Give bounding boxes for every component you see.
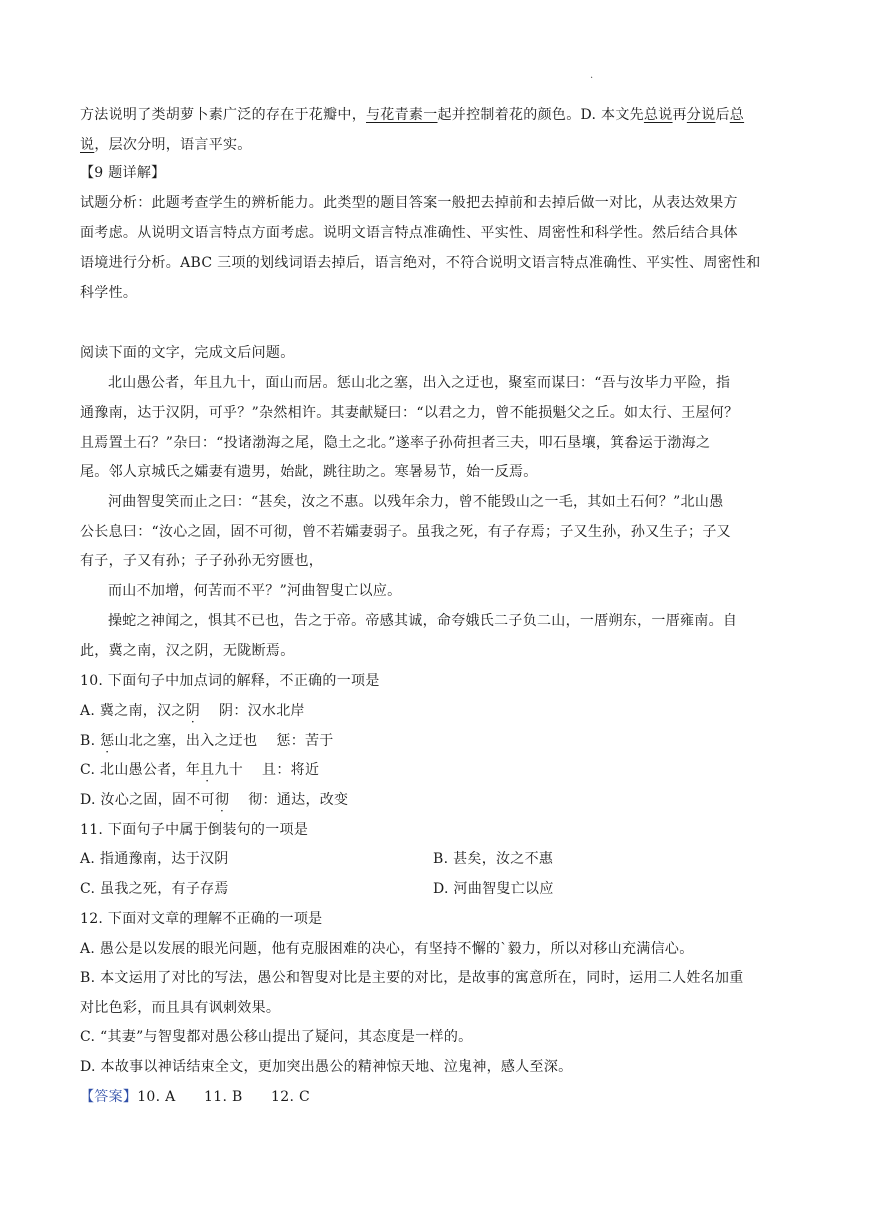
passage-line: 北山愚公者，年且九十，面山而居。惩山北之塞，出入之迂也，聚室而谋曰：“吾与汝毕力平险，指 [108, 375, 731, 391]
text-run: ，层次分明，语言平实。 [94, 137, 252, 153]
question-9-header: 【9 题详解】 [80, 165, 166, 181]
question-11-option-c: C. 虽我之死，有子存焉 [80, 881, 229, 897]
dotted-word: 且 [200, 762, 215, 778]
option-text: 阴：汉水北岸 [200, 703, 305, 719]
question-12-option-d: D. 本故事以神话结束全文，更加突出愚公的精神惊天地、泣鬼神，感人至深。 [80, 1059, 573, 1075]
analysis-line: 试题分析：此题考查学生的辨析能力。此类型的题目答案一般把去掉前和去掉后做一对比，从表达效果方 [80, 195, 738, 211]
question-12-option-a: A. 愚公是以发展的眼光问题，他有克服困难的决心，有坚持不懈的`毅力，所以对移山充满信心。 [80, 941, 694, 957]
passage-line: 尾。邻人京城氏之孀妻有遗男，始龀，跳往助之。寒暑易节，始一反焉。 [80, 464, 538, 480]
header-dot: . [590, 70, 594, 81]
option-text: 山北之塞，出入之迂也 惩：苦于 [114, 733, 334, 749]
passage-line: 通豫南，达于汉阴，可乎？”杂然相许。其妻献疑曰：“以君之力，曾不能损魁父之丘。如太行、王屋何？ [80, 405, 739, 421]
question-11-option-a: A. 指通豫南，达于汉阴 [80, 851, 229, 867]
question-11-option-b: B. 甚矣，汝之不惠 [433, 851, 554, 867]
option-text: A. 冀之南，汉之 [80, 703, 186, 719]
question-12-stem: 12. 下面对文章的理解不正确的一项是 [80, 911, 323, 927]
answer-text: 10. A 11. B 12. C [137, 1089, 310, 1105]
option-text: C. 北山愚公者，年 [80, 762, 201, 778]
passage-line: 操蛇之神闻之，惧其不已也，告之于帝。帝感其诚，命夸娥氏二子负二山，一厝朔东，一厝雍南。自 [108, 613, 738, 629]
question-11-option-d: D. 河曲智叟亡以应 [433, 881, 554, 897]
analysis-line: 科学性。 [80, 285, 138, 301]
question-12-option-b: B. 本文运用了对比的写法，愚公和智叟对比是主要的对比，是故事的寓意所在，同时，运用二人姓名加重 [80, 970, 744, 986]
text-run: 方法说明了类胡萝卜素广泛的存在于花瓣中， [80, 107, 366, 123]
answer-label: 【答案】 [80, 1089, 138, 1105]
option-text: 九十 且：将近 [214, 762, 320, 778]
text-run: 再 [672, 107, 687, 123]
text-run: 后 [715, 107, 730, 123]
underlined-phrase: 总 [729, 107, 745, 123]
question-10-option-d [80, 790, 348, 810]
answer-line [80, 1087, 310, 1107]
analysis-line: 语境进行分析。ABC 三项的划线词语去掉后，语言绝对，不符合说明文语言特点准确性、平实性、周密性和 [80, 255, 761, 271]
question-10-option-a [80, 701, 305, 721]
passage-line: 且焉置土石？”杂曰：“投诸渤海之尾，隐土之北。”遂率子孙荷担者三夫，叩石垦壤，箕畚运于渤海之 [80, 435, 711, 451]
passage-line: 河曲智叟笑而止之曰：“甚矣，汝之不惠。以残年余力，曾不能毁山之一毛，其如土石何？”北山愚 [108, 494, 724, 510]
question-12-option-c: C. “其妻”与智叟都对愚公移山提出了疑问，其态度是一样的。 [80, 1029, 473, 1045]
passage-line: 有子，子又有孙；子子孙孙无穷匮也， [80, 553, 324, 569]
analysis-line: 面考虑。从说明文语言特点方面考虑。说明文语言特点准确性、平实性、周密性和科学性。然后结合具体 [80, 225, 738, 241]
option-text: 彻：通达，改变 [229, 792, 349, 808]
dotted-word: 阴 [185, 703, 201, 719]
underlined-phrase: 总说 [643, 107, 673, 123]
reading-intro: 阅读下面的文字，完成文后问题。 [80, 345, 295, 361]
option-text: D. 汝心之固，固不可 [80, 792, 215, 808]
underlined-phrase: 说 [80, 137, 95, 153]
paragraph-line [80, 105, 744, 125]
question-10-stem: 10. 下面句子中加点词的解释，不正确的一项是 [80, 673, 380, 689]
passage-line: 此，冀之南，汉之阴，无陇断焉。 [80, 643, 295, 659]
passage-line: 公长息曰：“汝心之固，固不可彻，曾不若孀妻弱子。虽我之死，有子存焉；子又生孙，孙又生子；子又 [80, 524, 731, 540]
question-12-option-b-cont: 对比色彩，而且具有讽刺效果。 [80, 1000, 281, 1016]
text-run: 起并控制着花的颜色。D. 本文先 [437, 107, 644, 123]
question-10-option-c [80, 760, 319, 780]
passage-line: 而山不加增，何苦而不平？”河曲智叟亡以应。 [108, 583, 402, 599]
question-10-option-b [80, 731, 334, 751]
question-11-stem: 11. 下面句子中属于倒装句的一项是 [80, 822, 309, 838]
dotted-word: 惩 [100, 733, 115, 749]
option-text: B. [80, 733, 101, 749]
underlined-phrase: 与花青素一 [366, 107, 438, 123]
paragraph-line [80, 135, 252, 155]
dotted-word: 彻 [214, 792, 230, 808]
underlined-phrase: 分说 [686, 107, 716, 123]
